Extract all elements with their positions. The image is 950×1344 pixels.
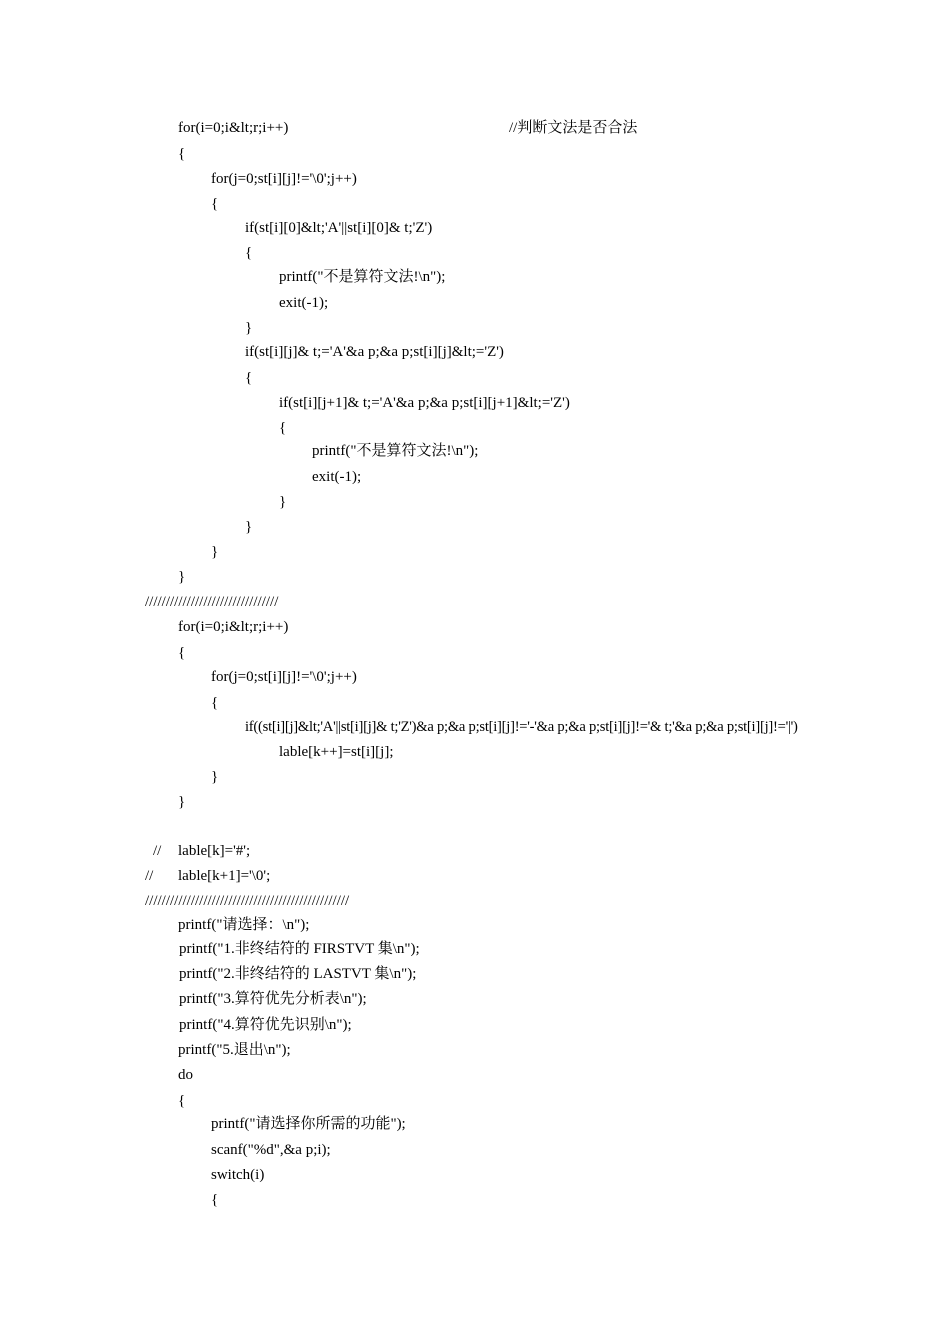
code-line: { <box>211 196 219 212</box>
code-line: { <box>178 1093 186 1109</box>
code-line: printf("1.非终结符的 FIRSTVT 集\n"); <box>179 941 420 957</box>
code-line: printf("不是算符文法!\n"); <box>312 443 479 459</box>
code-line: } <box>211 769 219 785</box>
code-line: lable[k]='#'; <box>178 843 251 859</box>
code-line: } <box>245 519 253 535</box>
code-line: } <box>211 544 219 560</box>
code-line: if(st[i][j]& t;='A'&a p;&a p;st[i][j]&lt;='Z') <box>245 344 504 360</box>
code-line: { <box>211 695 219 711</box>
code-line: for(i=0;i&lt;r;i++) <box>178 619 289 635</box>
code-line: { <box>211 1192 219 1208</box>
code-line: do <box>178 1067 193 1083</box>
code-line: switch(i) <box>211 1167 265 1183</box>
code-line: lable[k+1]='\0'; <box>178 868 271 884</box>
code-line: for(j=0;st[i][j]!='\0';j++) <box>211 669 357 685</box>
code-line: printf("2.非终结符的 LASTVT 集\n"); <box>179 966 417 982</box>
code-line: // <box>153 843 162 859</box>
code-line: printf("请选择：\n"); <box>178 917 310 933</box>
code-line: for(i=0;i&lt;r;i++) <box>178 120 289 136</box>
code-line: } <box>178 794 186 810</box>
code-line: { <box>245 245 253 261</box>
code-line: { <box>245 370 253 386</box>
code-line: if(st[i][j+1]& t;='A'&a p;&a p;st[i][j+1]&lt;='Z') <box>279 395 570 411</box>
code-line: printf("5.退出\n"); <box>178 1042 291 1058</box>
code-line: printf("请选择你所需的功能"); <box>211 1116 406 1132</box>
code-line: //////////////////////////////// <box>145 594 279 610</box>
code-line: ///////////////////////////////////////////////// <box>145 893 350 909</box>
code-line: exit(-1); <box>312 469 362 485</box>
code-line: { <box>279 420 287 436</box>
code-line: if((st[i][j]&lt;'A'||st[i][j]& t;'Z')&a p;&a p;st[i][j]!='-'&a p;&a p;st[i][j]!='& t;'&a p;&a p;st[i][j]!='|') <box>245 719 798 735</box>
code-line: if(st[i][0]&lt;'A'||st[i][0]& t;'Z') <box>245 220 433 236</box>
code-line: // <box>145 868 154 884</box>
code-line: } <box>279 494 287 510</box>
code-line: exit(-1); <box>279 295 329 311</box>
code-line: printf("4.算符优先识别\n"); <box>179 1017 352 1033</box>
code-line: { <box>178 645 186 661</box>
code-line: printf("3.算符优先分析表\n"); <box>179 991 367 1007</box>
code-line: printf("不是算符文法!\n"); <box>279 269 446 285</box>
code-line: lable[k++]=st[i][j]; <box>279 744 394 760</box>
code-line: } <box>178 569 186 585</box>
code-line: scanf("%d",&a p;i); <box>211 1142 331 1158</box>
code-line: for(j=0;st[i][j]!='\0';j++) <box>211 171 357 187</box>
code-line: { <box>178 146 186 162</box>
code-comment: //判断文法是否合法 <box>509 120 638 136</box>
code-line: } <box>245 320 253 336</box>
